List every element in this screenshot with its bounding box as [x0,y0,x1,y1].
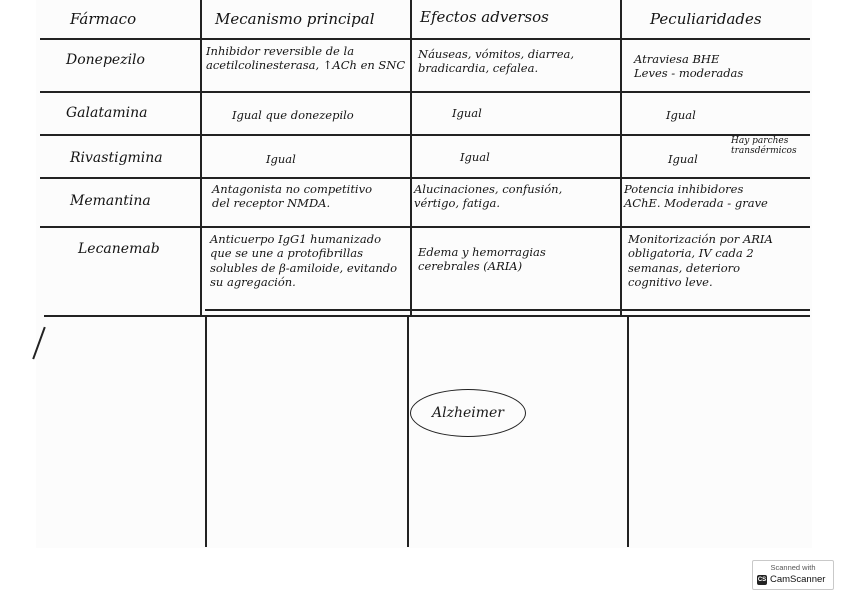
mechanism-cell: Antagonista no competitivo del receptor NMDA. [212,182,373,211]
drug-name: Rivastigmina [70,150,163,166]
drug-name: Donepezilo [66,52,145,68]
drug-name: Lecanemab [78,241,160,257]
table-rule [40,91,810,93]
column-divider [410,0,412,315]
camscanner-badge [752,560,834,590]
table-rule [44,315,810,317]
notes-extra: Hay parches transdérmicos [731,136,797,156]
notes-cell: Igual [666,108,696,122]
mechanism-cell: Igual [266,152,296,166]
drug-name: Memantina [70,193,151,209]
drug-name: Galatamina [66,105,148,121]
alzheimer-label-text: Alzheimer [432,405,504,421]
notes-cell: Monitorización por ARIA obligatoria, IV cada 2 semanas, deterioro cognitivo leve. [628,232,773,290]
camscanner-logo-icon: CS [757,577,767,583]
alzheimer-label [410,389,526,437]
header-peculiaridades: Peculiaridades [650,10,762,28]
table-rule [40,134,810,136]
table-rule [205,309,810,311]
mechanism-cell: Inhibidor reversible de la acetilcolinesterasa, ↑ACh en SNC [206,44,406,73]
notes-cell: Atraviesa BHE Leves - moderadas [634,52,744,81]
mechanism-cell: Igual que donezepilo [232,108,354,122]
table-rule [40,177,810,179]
notes-cell: Igual [668,152,698,166]
effects-cell: Igual [452,106,482,120]
table-rule [40,226,810,228]
effects-cell: Náuseas, vómitos, diarrea, bradicardia, cefalea. [418,47,575,76]
mechanism-cell: Anticuerpo IgG1 humanizado que se une a protofibrillas solubles de β-amiloide, evitando su agregación. [210,232,398,290]
scanned-with-text: Scanned with [770,563,816,572]
column-divider [627,315,629,547]
column-divider [620,0,622,315]
header-mecanismo: Mecanismo principal [215,10,375,28]
notes-cell: Potencia inhibidores AChE. Moderada - grave [624,182,768,211]
effects-cell: Alucinaciones, confusión, vértigo, fatiga. [414,182,563,211]
camscanner-brand: CamScanner [770,574,826,585]
column-divider [200,0,202,315]
column-divider [407,315,409,547]
column-divider [205,315,207,547]
effects-cell: Igual [460,150,490,164]
table-rule [40,38,810,40]
header-efectos: Efectos adversos [420,8,549,26]
header-farmaco: Fármaco [70,10,137,28]
effects-cell: Edema y hemorragias cerebrales (ARIA) [418,245,546,274]
